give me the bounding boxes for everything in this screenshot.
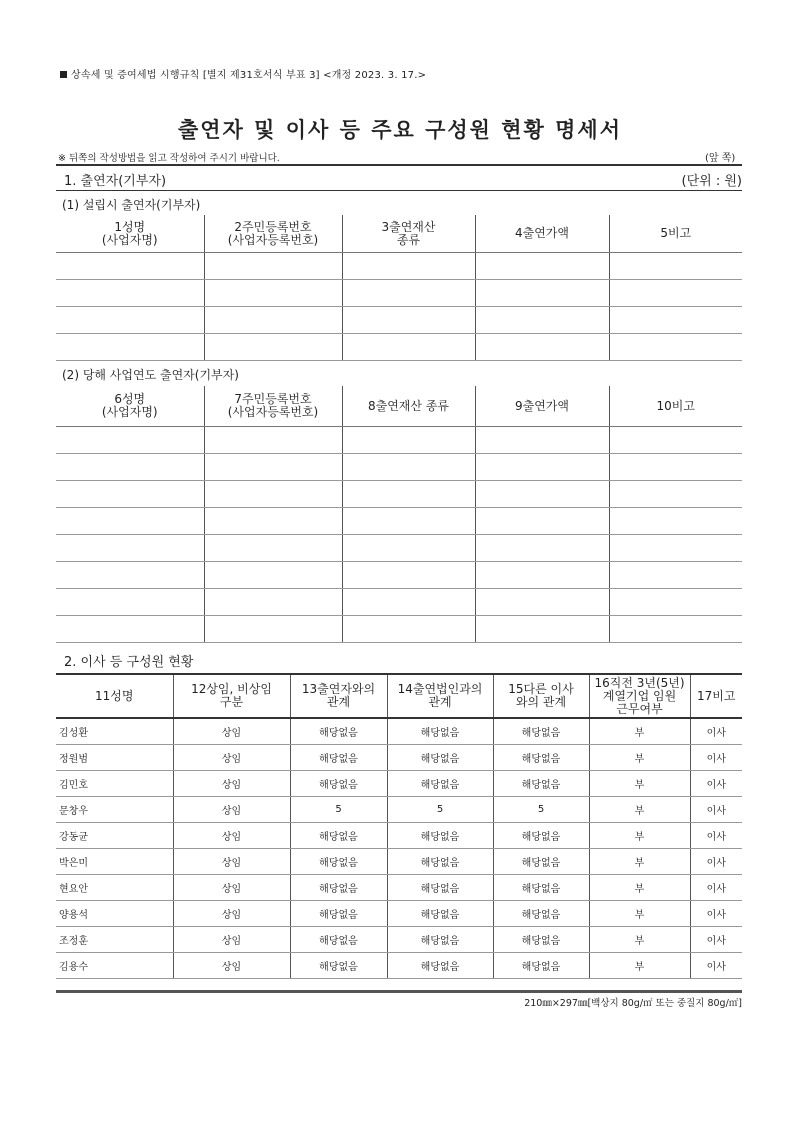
empty-input-cell[interactable] bbox=[342, 562, 475, 589]
table-cell: 해당없음 bbox=[493, 901, 589, 927]
table-header-row bbox=[56, 215, 742, 253]
table-cell: 강동균 bbox=[56, 823, 173, 849]
empty-input-cell[interactable] bbox=[475, 280, 609, 307]
table-cell: 부 bbox=[589, 797, 690, 823]
empty-input-cell[interactable] bbox=[475, 307, 609, 334]
empty-input-cell[interactable] bbox=[609, 535, 742, 562]
empty-input-cell[interactable] bbox=[475, 508, 609, 535]
table-cell: 해당없음 bbox=[290, 745, 387, 771]
table-cell: 5 bbox=[387, 797, 493, 823]
empty-input-cell[interactable] bbox=[204, 253, 342, 280]
table-row bbox=[56, 745, 742, 771]
table-row bbox=[56, 901, 742, 927]
table-row bbox=[56, 508, 742, 535]
table-cell: 이사 bbox=[690, 745, 742, 771]
empty-input-cell[interactable] bbox=[56, 253, 204, 280]
empty-input-cell[interactable] bbox=[204, 280, 342, 307]
table-cell: 상임 bbox=[173, 927, 290, 953]
empty-input-cell[interactable] bbox=[475, 481, 609, 508]
table-cell: 부 bbox=[589, 745, 690, 771]
instruction-note: ※ 뒤쪽의 작성방법을 읽고 작성하여 주시기 바랍니다. bbox=[58, 153, 280, 164]
table-cell: 현요안 bbox=[56, 875, 173, 901]
table-cell: 이사 bbox=[690, 797, 742, 823]
column-header: 4출연가액 bbox=[475, 215, 609, 253]
column-header: 17비고 bbox=[690, 674, 742, 718]
empty-input-cell[interactable] bbox=[475, 334, 609, 361]
table-cell: 상임 bbox=[173, 901, 290, 927]
unit-label: (단위 : 원) bbox=[681, 174, 742, 189]
table-row bbox=[56, 562, 742, 589]
empty-input-cell[interactable] bbox=[204, 307, 342, 334]
table-cell: 이사 bbox=[690, 823, 742, 849]
column-header: 1성명 (사업자명) bbox=[56, 215, 204, 253]
table-row bbox=[56, 797, 742, 823]
column-header: 8출연재산 종류 bbox=[342, 386, 475, 427]
empty-input-cell[interactable] bbox=[342, 589, 475, 616]
table-row bbox=[56, 535, 742, 562]
empty-input-cell[interactable] bbox=[56, 280, 204, 307]
table-row bbox=[56, 875, 742, 901]
table-header-row bbox=[56, 386, 742, 427]
empty-input-cell[interactable] bbox=[475, 535, 609, 562]
table-row bbox=[56, 334, 742, 361]
empty-input-cell[interactable] bbox=[204, 616, 342, 643]
table-cell: 해당없음 bbox=[290, 901, 387, 927]
table-cell: 5 bbox=[290, 797, 387, 823]
paper-spec: 210㎜×297㎜[백상지 80g/㎡ 또는 중질지 80g/㎡] bbox=[524, 998, 742, 1009]
table-cell: 부 bbox=[589, 953, 690, 979]
table-row bbox=[56, 427, 742, 454]
empty-input-cell[interactable] bbox=[609, 334, 742, 361]
table-row bbox=[56, 616, 742, 643]
table-cell: 이사 bbox=[690, 953, 742, 979]
table-cell: 부 bbox=[589, 927, 690, 953]
column-header: 9출연가액 bbox=[475, 386, 609, 427]
column-header: 16직전 3년(5년) 계열기업 임원 근무여부 bbox=[589, 674, 690, 718]
empty-input-cell[interactable] bbox=[342, 508, 475, 535]
table-cell: 이사 bbox=[690, 718, 742, 745]
empty-input-cell[interactable] bbox=[609, 280, 742, 307]
empty-input-cell[interactable] bbox=[56, 562, 204, 589]
table-cell: 부 bbox=[589, 823, 690, 849]
column-header: 11성명 bbox=[56, 674, 173, 718]
table-row bbox=[56, 280, 742, 307]
empty-input-cell[interactable] bbox=[609, 589, 742, 616]
table-cell: 해당없음 bbox=[290, 927, 387, 953]
table-cell: 해당없음 bbox=[493, 718, 589, 745]
table-row bbox=[56, 454, 742, 481]
empty-input-cell[interactable] bbox=[609, 427, 742, 454]
empty-input-cell[interactable] bbox=[475, 616, 609, 643]
table-cell: 해당없음 bbox=[387, 875, 493, 901]
empty-input-cell[interactable] bbox=[342, 454, 475, 481]
empty-input-cell[interactable] bbox=[609, 562, 742, 589]
table-cell: 상임 bbox=[173, 718, 290, 745]
table-row bbox=[56, 953, 742, 979]
empty-input-cell[interactable] bbox=[204, 454, 342, 481]
column-header: 2주민등록번호 (사업자등록번호) bbox=[204, 215, 342, 253]
table-cell: 문창우 bbox=[56, 797, 173, 823]
board-members-table bbox=[56, 673, 742, 979]
empty-input-cell[interactable] bbox=[56, 454, 204, 481]
table-row bbox=[56, 481, 742, 508]
table-cell: 부 bbox=[589, 771, 690, 797]
table-cell: 이사 bbox=[690, 927, 742, 953]
column-header: 14출연법인과의 관계 bbox=[387, 674, 493, 718]
form-header-text: 상속세 및 증여세법 시행규칙 [별지 제31호서식 부표 3] <개정 2023. 3. 17.> bbox=[71, 70, 427, 81]
page-side-label: (앞 쪽) bbox=[705, 153, 736, 164]
table-row bbox=[56, 718, 742, 745]
founding-donors-table bbox=[56, 215, 742, 361]
divider bbox=[56, 190, 742, 191]
empty-input-cell[interactable] bbox=[56, 334, 204, 361]
form-header bbox=[60, 66, 426, 81]
table-cell: 상임 bbox=[173, 823, 290, 849]
empty-input-cell[interactable] bbox=[56, 427, 204, 454]
empty-input-cell[interactable] bbox=[342, 334, 475, 361]
section2-heading: 2. 이사 등 구성원 현황 bbox=[64, 655, 194, 670]
table-cell: 해당없음 bbox=[493, 927, 589, 953]
table-cell: 조정훈 bbox=[56, 927, 173, 953]
table-header-row bbox=[56, 674, 742, 718]
empty-input-cell[interactable] bbox=[342, 253, 475, 280]
empty-input-cell[interactable] bbox=[204, 334, 342, 361]
empty-input-cell[interactable] bbox=[609, 454, 742, 481]
table-cell: 이사 bbox=[690, 901, 742, 927]
empty-input-cell[interactable] bbox=[56, 616, 204, 643]
table-row bbox=[56, 307, 742, 334]
table-cell: 김성환 bbox=[56, 718, 173, 745]
table-cell: 부 bbox=[589, 901, 690, 927]
empty-input-cell[interactable] bbox=[342, 307, 475, 334]
empty-input-cell[interactable] bbox=[609, 508, 742, 535]
table-cell: 부 bbox=[589, 849, 690, 875]
column-header: 13출연자와의 관계 bbox=[290, 674, 387, 718]
column-header: 12상임, 비상임 구분 bbox=[173, 674, 290, 718]
bottom-rule bbox=[56, 990, 742, 993]
table-cell: 김용수 bbox=[56, 953, 173, 979]
column-header: 5비고 bbox=[609, 215, 742, 253]
table-cell: 양용석 bbox=[56, 901, 173, 927]
column-header: 10비고 bbox=[609, 386, 742, 427]
empty-input-cell[interactable] bbox=[475, 454, 609, 481]
table-row bbox=[56, 927, 742, 953]
empty-input-cell[interactable] bbox=[342, 427, 475, 454]
empty-input-cell[interactable] bbox=[475, 589, 609, 616]
table-cell: 해당없음 bbox=[387, 927, 493, 953]
current-year-donors-table bbox=[56, 386, 742, 643]
empty-input-cell[interactable] bbox=[609, 253, 742, 280]
column-header: 3출연재산 종류 bbox=[342, 215, 475, 253]
empty-input-cell[interactable] bbox=[342, 280, 475, 307]
table-cell: 상임 bbox=[173, 745, 290, 771]
table-cell: 해당없음 bbox=[387, 849, 493, 875]
sub1-heading: (1) 설립시 출연자(기부자) bbox=[62, 198, 201, 212]
empty-input-cell[interactable] bbox=[56, 589, 204, 616]
table-cell: 상임 bbox=[173, 953, 290, 979]
divider bbox=[56, 164, 742, 166]
table-cell: 해당없음 bbox=[387, 901, 493, 927]
table-cell: 해당없음 bbox=[290, 875, 387, 901]
table-cell: 상임 bbox=[173, 797, 290, 823]
table-cell: 해당없음 bbox=[290, 718, 387, 745]
table-cell: 해당없음 bbox=[493, 849, 589, 875]
table-cell: 상임 bbox=[173, 849, 290, 875]
table-cell: 정원범 bbox=[56, 745, 173, 771]
table-cell: 해당없음 bbox=[493, 875, 589, 901]
empty-input-cell[interactable] bbox=[56, 481, 204, 508]
section1-heading: 1. 출연자(기부자) bbox=[64, 174, 167, 189]
empty-input-cell[interactable] bbox=[204, 562, 342, 589]
sub2-heading: (2) 당해 사업연도 출연자(기부자) bbox=[62, 368, 239, 382]
table-cell: 상임 bbox=[173, 875, 290, 901]
column-header: 7주민등록번호 (사업자등록번호) bbox=[204, 386, 342, 427]
table-cell: 해당없음 bbox=[493, 771, 589, 797]
table-cell: 5 bbox=[493, 797, 589, 823]
empty-input-cell[interactable] bbox=[204, 427, 342, 454]
table-cell: 김민호 bbox=[56, 771, 173, 797]
table-cell: 부 bbox=[589, 718, 690, 745]
empty-input-cell[interactable] bbox=[609, 616, 742, 643]
empty-input-cell[interactable] bbox=[342, 481, 475, 508]
table-row bbox=[56, 589, 742, 616]
table-cell: 해당없음 bbox=[493, 745, 589, 771]
table-cell: 해당없음 bbox=[387, 953, 493, 979]
empty-input-cell[interactable] bbox=[204, 535, 342, 562]
table-cell: 해당없음 bbox=[290, 953, 387, 979]
table-cell: 해당없음 bbox=[290, 771, 387, 797]
empty-input-cell[interactable] bbox=[342, 535, 475, 562]
column-header: 15다른 이사 와의 관계 bbox=[493, 674, 589, 718]
empty-input-cell[interactable] bbox=[56, 508, 204, 535]
table-cell: 해당없음 bbox=[493, 953, 589, 979]
table-cell: 이사 bbox=[690, 771, 742, 797]
empty-input-cell[interactable] bbox=[475, 253, 609, 280]
empty-input-cell[interactable] bbox=[56, 307, 204, 334]
table-cell: 해당없음 bbox=[387, 823, 493, 849]
table-cell: 이사 bbox=[690, 849, 742, 875]
table-row bbox=[56, 253, 742, 280]
page-title: 출연자 및 이사 등 주요 구성원 현황 명세서 bbox=[177, 118, 623, 142]
table-cell: 해당없음 bbox=[493, 823, 589, 849]
table-cell: 해당없음 bbox=[290, 849, 387, 875]
empty-input-cell[interactable] bbox=[475, 562, 609, 589]
square-bullet-icon bbox=[60, 71, 67, 78]
empty-input-cell[interactable] bbox=[204, 508, 342, 535]
table-cell: 해당없음 bbox=[387, 745, 493, 771]
column-header: 6성명 (사업자명) bbox=[56, 386, 204, 427]
table-cell: 해당없음 bbox=[387, 718, 493, 745]
table-cell: 이사 bbox=[690, 875, 742, 901]
empty-input-cell[interactable] bbox=[475, 427, 609, 454]
empty-input-cell[interactable] bbox=[609, 307, 742, 334]
table-row bbox=[56, 771, 742, 797]
table-cell: 해당없음 bbox=[387, 771, 493, 797]
empty-input-cell[interactable] bbox=[204, 589, 342, 616]
table-row bbox=[56, 823, 742, 849]
table-cell: 부 bbox=[589, 875, 690, 901]
empty-input-cell[interactable] bbox=[342, 616, 475, 643]
table-cell: 상임 bbox=[173, 771, 290, 797]
table-cell: 박은미 bbox=[56, 849, 173, 875]
empty-input-cell[interactable] bbox=[204, 481, 342, 508]
table-row bbox=[56, 849, 742, 875]
empty-input-cell[interactable] bbox=[609, 481, 742, 508]
table-cell: 해당없음 bbox=[290, 823, 387, 849]
empty-input-cell[interactable] bbox=[56, 535, 204, 562]
